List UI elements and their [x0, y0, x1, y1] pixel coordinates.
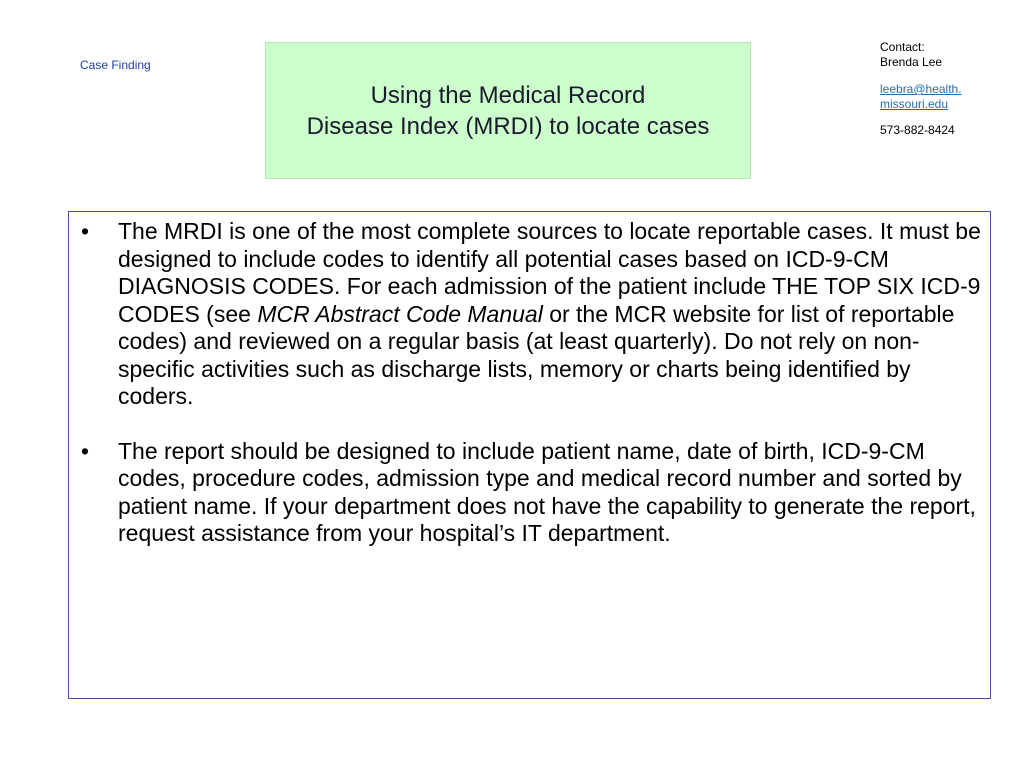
contact-phone: 573-882-8424	[880, 123, 955, 137]
bullet-text: The report should be designed to include patient name, date of birth, ICD-9-CM codes, procedure codes, admission type and medical record number and sorted by patient name. If your department does not have the capability to generate the report, request assistance from your hospital’s IT department.	[118, 437, 976, 546]
contact-label: Contact:	[880, 40, 925, 54]
slide-title-line-1: Using the Medical Record	[370, 81, 646, 109]
bullet-text-part-2: or the MCR website for list of reportable codes) and reviewed on a regular basis (at least quarterly). Do not rely on non-specific activities such as discharge lists, memory or charts being identified by coders.	[118, 300, 955, 409]
bullet-item-report	[81, 438, 982, 548]
slide-title	[265, 42, 751, 179]
contact-email-line-2: missouri.edu	[880, 97, 949, 111]
contact-email-line-1: leebra@health.	[880, 82, 962, 96]
bullet-text-part-1: The MRDI is one of the most complete sources to locate reportable cases. It must be designed to include codes to identify all potential cases based on ICD-9-CM DIAGNOSIS CODES. For each admission of the patient include THE TOP SIX ICD-9 CODES (see	[118, 218, 981, 327]
section-label: Case Finding	[80, 58, 151, 72]
contact-name: Brenda Lee	[880, 55, 943, 69]
bullet-list	[81, 218, 982, 575]
contact-info	[880, 40, 1020, 138]
bullet-icon: •	[81, 437, 90, 464]
content-box	[68, 211, 991, 699]
bullet-item-mrdi	[81, 218, 982, 411]
contact-email-link[interactable]	[880, 82, 1020, 112]
bullet-icon: •	[81, 218, 90, 244]
slide-title-line-2: Disease Index (MRDI) to locate cases	[306, 112, 710, 140]
bullet-text-italic-manual: MCR Abstract Code Manual	[257, 300, 543, 327]
